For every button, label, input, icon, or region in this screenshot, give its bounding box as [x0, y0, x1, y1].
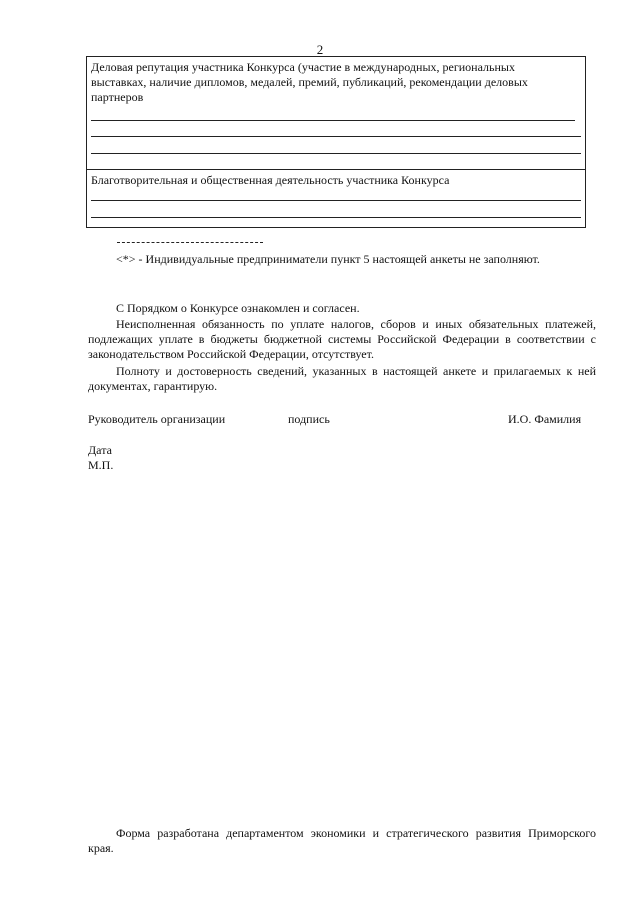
- form-table: [86, 56, 586, 228]
- signature-name: И.О. Фамилия: [508, 412, 582, 426]
- business-reputation-label: Деловая репутация участника Конкурса (участие в международных, региональных выставках, наличие дипломов, медалей, премий, публикаций, рекомендации деловых партнеров: [91, 60, 528, 104]
- input-line-reputation-1[interactable]: [91, 120, 575, 121]
- input-line-charity-1[interactable]: [91, 200, 581, 201]
- input-line-reputation-2[interactable]: [91, 136, 581, 137]
- charity-activity-label: Благотворительная и общественная деятельность участника Конкурса: [91, 173, 450, 187]
- date-label: Дата: [88, 443, 112, 457]
- table-row-charity: [87, 170, 585, 227]
- signature-field: подпись: [288, 412, 330, 426]
- seal-label: М.П.: [88, 458, 114, 472]
- statement-acquainted: С Порядком о Конкурсе ознакомлен и согласен.: [116, 301, 360, 315]
- input-line-charity-2[interactable]: [91, 217, 581, 218]
- page-number: 2: [316, 42, 324, 57]
- footnote-text: <*> - Индивидуальные предприниматели пункт 5 настоящей анкеты не заполняют.: [116, 252, 540, 266]
- closing-note: Форма разработана департаментом экономики и стратегического развития Приморского края.: [88, 826, 596, 855]
- statement-no-tax-debt: Неисполненная обязанность по уплате налогов, сборов и иных обязательных платежей, подлежащих уплате в бюджеты бюджетной системы Российской Федерации в соответствии с законодательством Российской Федерации, отсутствует.: [88, 317, 596, 361]
- input-line-reputation-3[interactable]: [91, 153, 581, 154]
- table-row-business-reputation: [87, 57, 585, 170]
- statement-accuracy: Полноту и достоверность сведений, указанных в настоящей анкете и прилагаемых к ней документах, гарантирую.: [88, 364, 596, 393]
- signature-role: Руководитель организации: [88, 412, 226, 426]
- footnote-separator: [117, 242, 263, 243]
